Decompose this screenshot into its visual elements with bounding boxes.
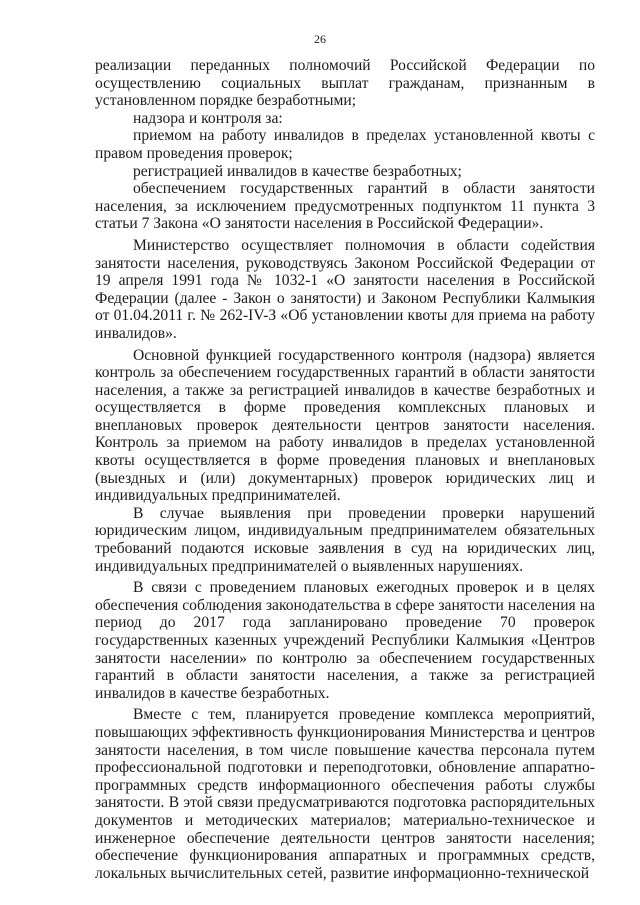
- paragraph-1: реализации переданных полномочий Российской Федерации по осуществлению социальных выплат гражданам, признанным в установленном порядке безработными;: [95, 57, 595, 110]
- paragraph-10: Вместе с тем, планируется проведение комплекса мероприятий, повышающих эффективность функционирования Министерства и центров занятости населения, в том числе повышение качества персонала путем профессиональной подготовки и переподготовки, обновление аппаратно-программных средств информационного обеспечения работы службы занятости. В этой связи предусматриваются подготовка распорядительных документов и методических материалов; материально-техническое и инженерное обеспечение деятельности центров занятости населения; обеспечение функционирования аппаратных и программных средств, локальных вычислительных сетей, развитие информационно-технической: [95, 706, 595, 882]
- paragraph-2: надзора и контроля за:: [133, 109, 283, 127]
- page-number: 26: [314, 32, 326, 46]
- paragraph-5: обеспечением государственных гарантий в области занятости населения, за исключением предусмотренных подпунктом 11 пункта 3 статьи 7 Закона «О занятости населения в Российской Федерации».: [95, 180, 595, 233]
- paragraph-9: В связи с проведением плановых ежегодных проверок и в целях обеспечения соблюдения законодательства в сфере занятости населения на период до 2017 года запланировано проведение 70 проверок государственных казенных учреждений Республики Калмыкия «Центров занятости населении» по контролю за обеспечением государственных гарантий в области занятости населения, а также за регистрацией инвалидов в качестве безработных.: [95, 579, 595, 702]
- paragraph-6: Министерство осуществляет полномочия в области содействия занятости населения, руководствуясь Законом Российской Федерации от 19 апреля 1991 года № 1032-1 «О занятости населения в Российской Федерации (далее - Закон о занятости) и Законом Республики Калмыкия от 01.04.2011 г. № 262-IV-З «Об установлении квоты для приема на работу инвалидов».: [95, 236, 595, 342]
- paragraph-8: В случае выявления при проведении проверки нарушений юридическим лицом, индивидуальным предпринимателем обязательных требований подаются исковые заявления в суд на юридических лиц, индивидуальных предпринимателей о выявленных нарушениях.: [95, 504, 595, 575]
- paragraph-4: регистрацией инвалидов в качестве безработных;: [133, 162, 462, 180]
- document-body: [95, 57, 595, 882]
- paragraph-3: приемом на работу инвалидов в пределах установленной квоты с правом проведения проверок;: [95, 127, 595, 162]
- paragraph-7: Основной функцией государственного контроля (надзора) является контроль за обеспечением государственных гарантий в области занятости населения, а также за регистрацией инвалидов в качестве безработных и осуществляется в форме проведения комплексных плановых и внеплановых проверок деятельности центров занятости населения. Контроль за приемом на работу инвалидов в пределах установленной квоты осуществляется в форме проведения плановых и внеплановых (выездных и (или) документарных) проверок юридических лиц и индивидуальных предпринимателей.: [95, 346, 595, 505]
